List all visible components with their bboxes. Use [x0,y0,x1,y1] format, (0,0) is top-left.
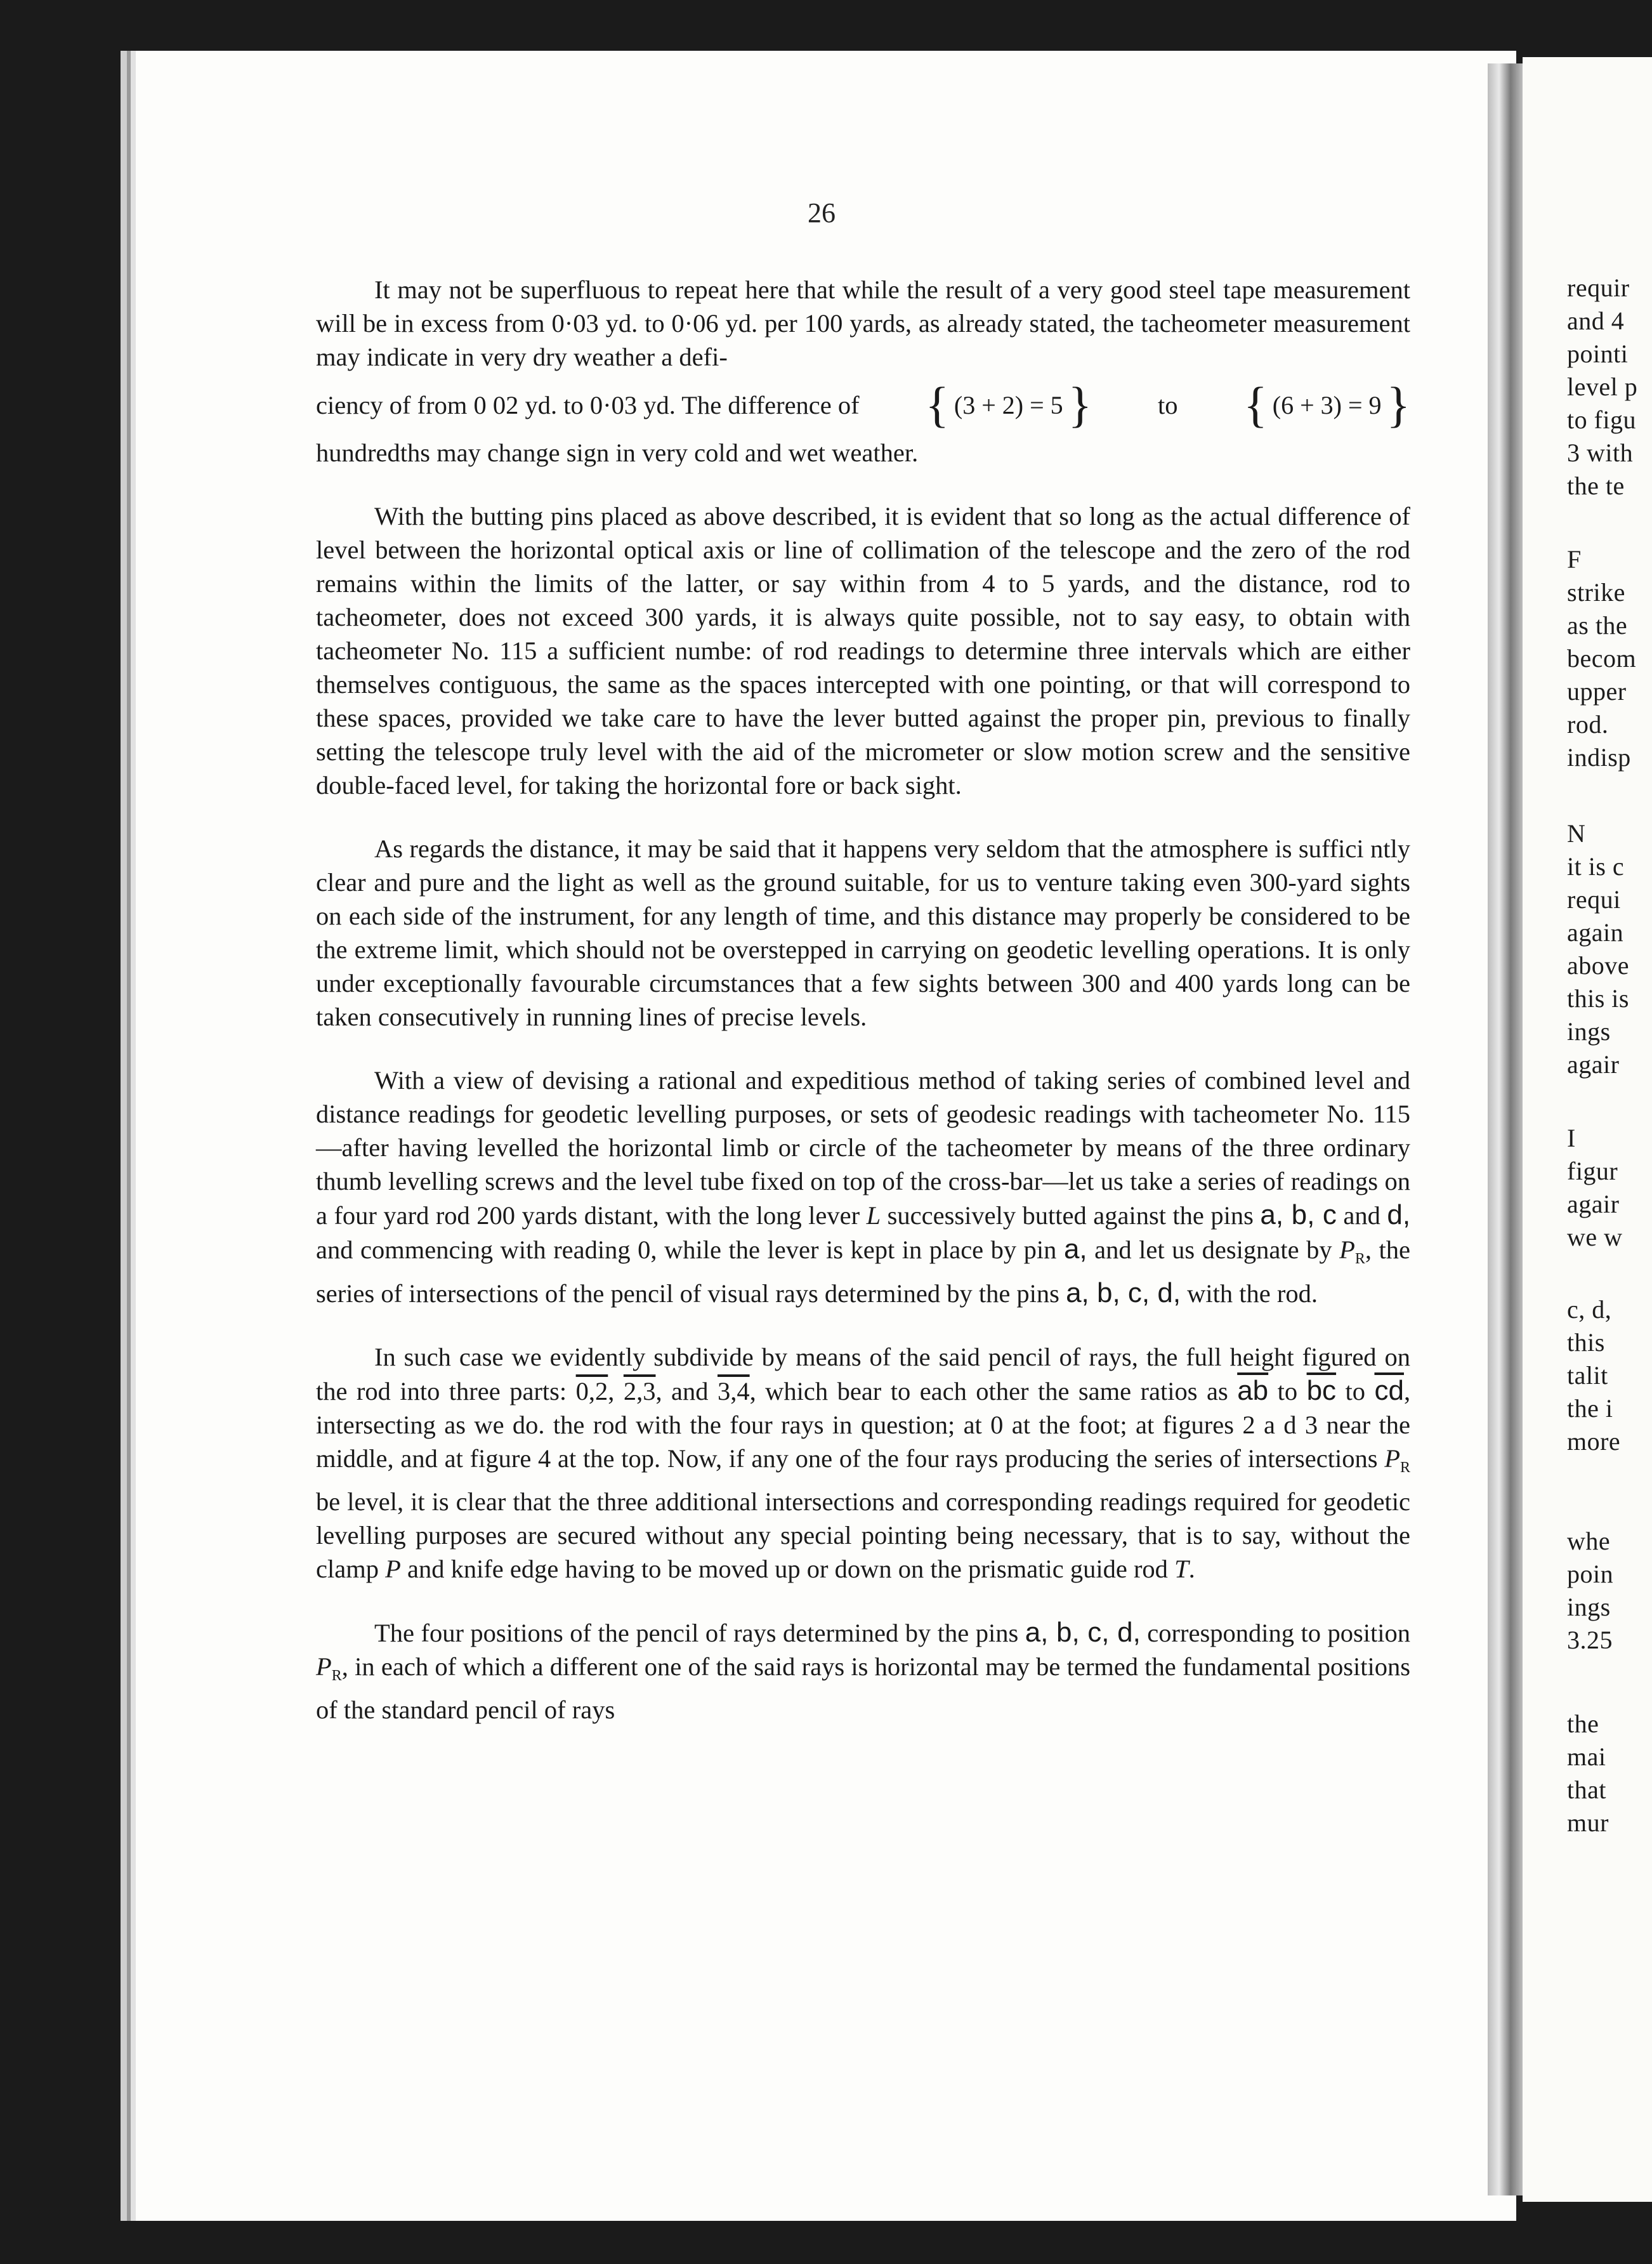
adjacent-page-line: it is c [1567,852,1625,881]
adjacent-page-line: level p [1567,372,1638,401]
adjacent-page-line: mur [1567,1808,1609,1837]
paragraph-2: With the butting pins placed as above described, it is evident that so long as the actual difference of level between the horizontal optical axis or line of collimation of the telescope and the zero of the rod remains within the limits of the latter, or say within from 4 to 5 yards, and the distance, rod to tacheometer, does not exceed 300 yards, it is always quite possible, not to say easy, to obtain with tacheometer No. 115 a sufficient numbe: of rod readings to determine three intervals which are either themselves contiguous, the same as the spaces intercepted with one pointing, or that will correspond to these spaces, provided we take care to have the lever butted against the proper pin, previous to finally setting the telescope truly level with the aid of the micrometer or slow motion screw and the sensitive double-faced level, for taking the horizontal fore or back sight. [316,502,1410,800]
left-brace-icon: { [1243,377,1268,432]
adjacent-page-line: as the [1567,611,1628,640]
p5-and: , and [655,1377,709,1405]
adjacent-page-line: requir [1567,273,1630,302]
series-subscript: R [331,1668,342,1684]
ratio-ab: $\overline{ab}$ [1237,1375,1269,1406]
adjacent-page-line: indisp [1567,743,1631,772]
p4-text-f: with the rod. [1187,1279,1318,1308]
p6-text-b: corresponding to position [1147,1619,1410,1647]
adjacent-page-line: ings [1567,1017,1611,1046]
segment-2-3: 2,3 [623,1377,656,1405]
right-brace-icon: } [1068,377,1092,432]
paragraph-1-text: It may not be superfluous to repeat here that while the result of a very good steel tape measurement will be in excess from 0·03 yd. to 0·06 yd. per 100 yards, as already stated, the tacheometer measurement may indicate in very dry weather a defi- [316,275,1410,371]
adjacent-page-line: the te [1567,471,1625,500]
p5-to-1: to [1277,1377,1298,1405]
adjacent-page-line: this is [1567,984,1629,1013]
pin-labels: a, b, c [1260,1199,1337,1230]
paragraph-1-end [316,436,1410,470]
paragraph-3: As regards the distance, it may be said that it happens very seldom that the atmosphere is suffici ntly clear and pure and the light as well as the ground suitable, for us to venture taking even 300-yard sights on each side of the instrument, for any length of time, and this distance may properly be considered to be the extreme limit, which should not be overstepped in carrying on geodetic levelling operations. It is only under exceptionally favourable circumstances that a few sights between 300 and 400 yards long can be taken consecutively in running lines of precise levels. [316,834,1410,1031]
ratio-bc: $\overline{bc}$ [1306,1375,1337,1406]
adjacent-page-line: above [1567,951,1630,980]
adjacent-page-line: mai [1567,1742,1606,1771]
adjacent-page-line: pointi [1567,339,1629,368]
adjacent-page-line: that [1567,1775,1606,1804]
p4-and: and [1343,1201,1380,1230]
adjacent-page-line: F [1567,545,1582,574]
p5-text-f: . [1188,1555,1195,1583]
p6-text-a: The four positions of the pencil of rays determined by the pins [374,1619,1019,1647]
p5-text-b: , which bear to each other the same ratios as [749,1377,1228,1405]
paragraph-1-end-text: hundredths may change sign in very cold and wet weather. [316,438,919,467]
p5-text-d: be level, it is clear that the three additional intersections and corresponding readings required for geodetic levelling purposes are secured without any special pointing being necessary, that is to say, without the clamp [316,1487,1410,1583]
adjacent-page-line: 3 with [1567,438,1634,467]
adjacent-page-line: 3.25 [1567,1626,1613,1654]
p6-text-c: , in each of which a different one of the said rays is horizontal may be termed the fundamental positions of the standard pencil of rays [316,1652,1410,1724]
adjacent-page-line: c, d, [1567,1295,1612,1324]
adjacent-page-line: poin [1567,1560,1614,1588]
p5-text-a: In such case we evidently subdivide by means of the said pencil of rays, the full height figured on the rod into three parts: [316,1343,1410,1405]
series-symbol: P [1384,1444,1400,1473]
adjacent-page-line: talit [1567,1361,1608,1390]
paragraph-1 [316,273,1410,374]
adjacent-page-line: becom [1567,644,1637,673]
series-subscript: R [1354,1251,1365,1267]
p5-text-e: and knife edge having to be moved up or down on the prismatic guide rod [407,1555,1168,1583]
adjacent-page-fragment [1523,57,1652,2202]
adjacent-page-line: ings [1567,1593,1611,1621]
series-symbol: P [1339,1235,1355,1264]
right-brace-icon: } [1386,377,1410,432]
lever-symbol: L [866,1201,881,1230]
series-subscript: R [1400,1459,1411,1476]
left-brace-icon: { [925,377,949,432]
formula-line [316,374,1410,436]
adjacent-page-line: upper [1567,677,1627,706]
adjacent-page-line: requi [1567,885,1621,914]
p5-text-c: , intersecting as we do. the rod with the four rays in question; at 0 at the foot; at figures 2 a d 3 near the middle, and at figure 4 at the top. Now, if any one of the four rays producing the series of intersections [316,1377,1411,1473]
series-symbol: P [316,1652,332,1681]
adjacent-page-line: this [1567,1328,1605,1357]
segment-3-4: 3,4 [717,1377,750,1405]
formula-group-2 [1243,377,1410,432]
adjacent-page-line: we w [1567,1223,1623,1251]
adjacent-page-line: and 4 [1567,306,1625,335]
formula-prefix: ciency of from 0 02 yd. to 0·03 yd. The difference of [316,390,860,419]
pin-labels-2: a, b, c, d, [1066,1277,1181,1308]
adjacent-page-line: whe [1567,1527,1611,1555]
paragraph-5: In such case we evidently subdivide by means of the said pencil of rays, the full height figured on the rod into three parts: 0,2, 2,3, and 3,4, which bear to each other the same ratios as $\overline{ab}$ to $\overline{bc}$ to $\overline{cd}$, intersecting as we do. the rod with the four rays in question; at 0 at the foot; at figures 2 a d 3 near the middle, and at figure 4 at the top. Now, if any one of the four rays producing the series of intersections $P_R$ be level, it is clear that the three additional intersections and corresponding readings required for geodetic levelling purposes are secured without any special pointing being necessary, that is to say, without the clamp P and knife edge having to be moved up or down on the prismatic guide rod T. [316,1343,1411,1583]
paragraph-4 [316,1063,1410,1310]
formula-group-1 [925,377,1092,432]
p4-text-c: and commencing with reading 0, while the lever is kept in place by pin [316,1235,1057,1264]
pin-label-d: d, [1387,1199,1411,1230]
formula-expression-1: (3 + 2) = 5 [954,390,1063,419]
adjacent-page-line: agair [1567,1190,1620,1218]
adjacent-page-line: N [1567,819,1586,848]
page-number: 26 [808,197,836,228]
p4-text-a: With a view of devising a rational and expeditious method of taking series of combined level and distance readings for geodetic levelling purposes, or sets of geodesic readings with tacheometer No. 115—after having levelled the horizontal limb or circle of the tacheometer by means of the three ordinary thumb levelling screws and the level tube fixed on top of the cross-bar—let us take a series of readings on a four yard rod 200 yards distant, with the long lever [316,1066,1410,1230]
formula-expression-2: (6 + 3) = 9 [1272,390,1382,419]
ratio-cd: $\overline{cd}$ [1374,1375,1404,1406]
paragraph-6 [316,1616,1410,1727]
clamp-symbol: P [385,1555,401,1583]
guide-rod-symbol: T [1174,1555,1189,1583]
adjacent-page-line: the [1567,1709,1599,1738]
adjacent-page-line: agair [1567,1050,1620,1079]
adjacent-page-line: I [1567,1124,1576,1152]
adjacent-page-line: to figu [1567,405,1637,434]
formula-to: to [1157,390,1178,419]
adjacent-page-line: more [1567,1427,1621,1456]
adjacent-page-line: again [1567,918,1624,947]
p4-text-d: and let us designate by [1094,1235,1332,1264]
pin-labels-3: a, b, c, d, [1025,1617,1141,1648]
body-text [316,273,1410,1727]
p4-text-b: successively butted against the pins [887,1201,1254,1230]
adjacent-page-line: the i [1567,1394,1613,1423]
pin-label-a: a, [1063,1234,1087,1265]
p4-text-e: , the series of intersections of the pencil of visual rays determined by the pins [316,1235,1411,1308]
adjacent-page-line: figur [1567,1157,1618,1185]
adjacent-page-line: rod. [1567,710,1609,739]
segment-0-2: 0,2 [575,1377,608,1405]
page-edge-shadow [1488,63,1526,2195]
adjacent-page-line: strike [1567,578,1625,607]
p5-to-2: to [1345,1377,1366,1405]
